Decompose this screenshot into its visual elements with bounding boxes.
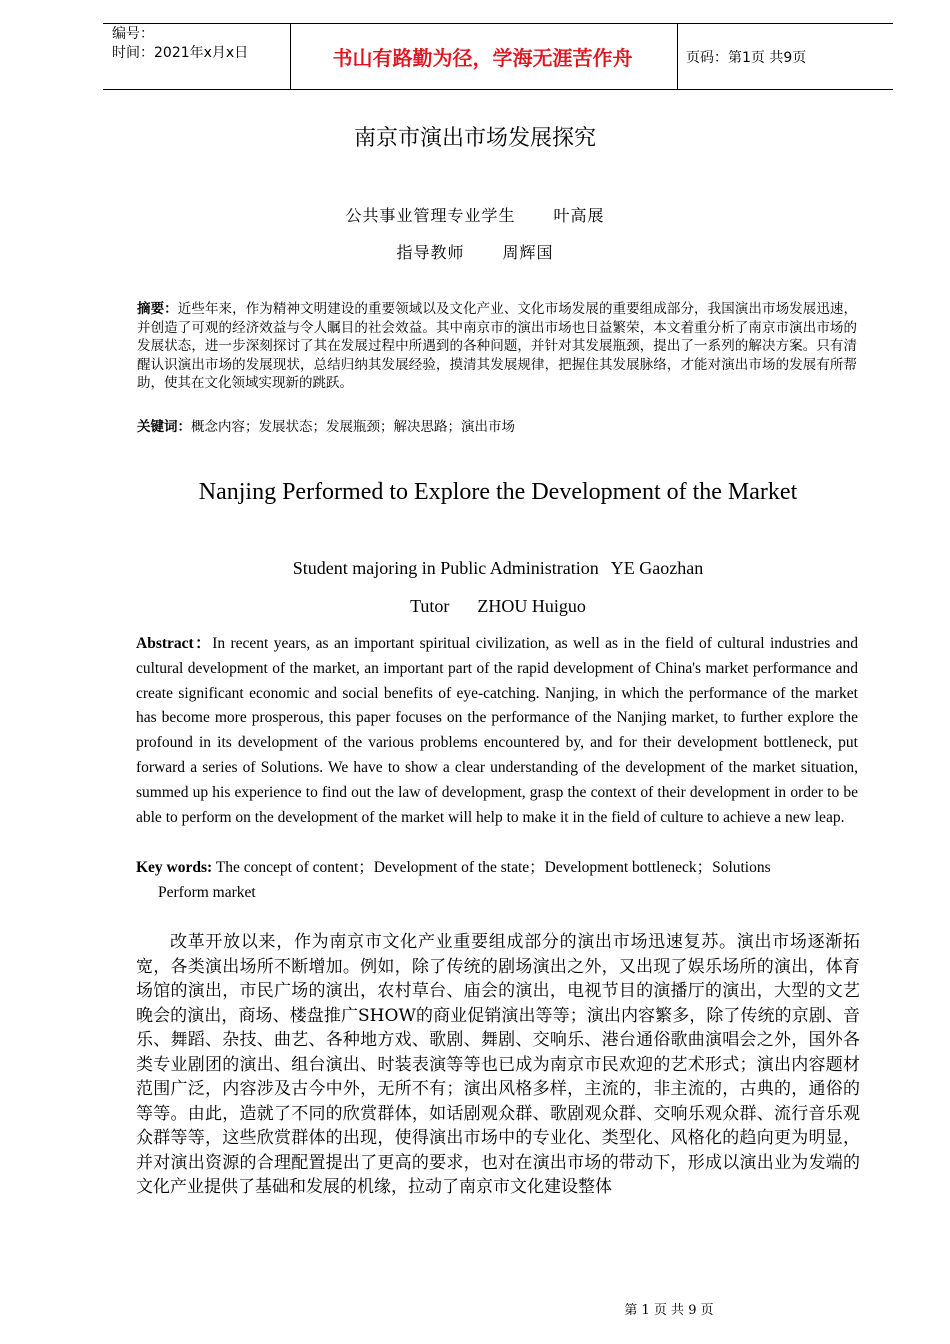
keywords-cn-text: 概念内容；发展状态；发展瓶颈；解决思路；演出市场: [191, 419, 515, 435]
tutor-role-cn: 指导教师: [396, 243, 465, 262]
keywords-cn-label: 关键词：: [137, 419, 191, 435]
tutor-name-en: ZHOU Huiguo: [477, 596, 586, 616]
title-english: Nanjing Performed to Explore the Development of the Market: [198, 479, 798, 505]
abstract-en-label: Abstract：: [136, 635, 213, 652]
keywords-en-text: The concept of content；Development of the state；Development bottleneck；Solutions: [215, 859, 771, 876]
header-top-rule: [103, 23, 893, 24]
header-page-info: 页码：第1页 共9页: [686, 50, 807, 66]
author-role-en: Student majoring in Public Administration: [292, 558, 599, 578]
header-bottom-rule: [103, 89, 893, 90]
body-paragraph: 改革开放以来，作为南京市文化产业重要组成部分的演出市场迅速复苏。演出市场逐渐拓宽，各类演出场所不断增加。例如，除了传统的剧场演出之外，又出现了娱乐场所的演出，体育场馆的演出，市民广场的演出，农村草台、庙会的演出，电视节目的演播厅的演出，大型的文艺晚会的演出，商场、楼盘推广SHOW的商业促销演出等等；演出内容繁多，除了传统的京剧、音乐、舞蹈、杂技、曲艺、各种地方戏、歌剧、舞剧、交响乐、港台通俗歌曲演唱会之外，国外各类专业剧团的演出、组台演出、时装表演等等也已成为南京市民欢迎的艺术形式；演出内容题材范围广泛，内容涉及古今中外，无所不有；演出风格多样，主流的，非主流的，古典的，通俗的等等。由此，造就了不同的欣赏群体，如话剧观众群、歌剧观众群、交响乐观众群、流行音乐观众群等等，这些欣赏群体的出现，使得演出市场中的专业化、类型化、风格化的趋向更为明显，并对演出资源的合理配置提出了更高的要求，也对在演出市场的带动下，形成以演出业为发端的文化产业提供了基础和发展的机缘，拉动了南京市文化建设整体: [136, 932, 860, 1197]
page-footer: 第 1 页 共 9 页: [624, 1303, 714, 1318]
keywords-en-continuation: Perform market: [158, 883, 256, 901]
serial-label: 编号：: [112, 26, 154, 42]
date-label: 时间：2021年x月x日: [112, 45, 249, 61]
title-chinese: 南京市演出市场发展探究: [353, 126, 596, 151]
abstract-en-text: In recent years, as an important spiritual civilization, as well as in the field of cultural industries and cultural development of the market, an important part of the rapid development of China's market performance and create significant economic and social benefits of eye-catching. Nanjing, in which the performance of the market has become more prosperous, this paper focuses on the performance of the Nanjing market, to further explore the profound in its development of the various problems encountered by, and for their development bottleneck, put forward a series of Solutions. We have to show a clear understanding of the development of the market situation, summed up his experience to find out the law of development, grasp the context of their development in order to be able to perform on the development of the market will help to make it in the field of culture to achieve a new leap.: [136, 635, 858, 826]
header-meta: [112, 25, 248, 63]
header-divider-right: [677, 23, 678, 89]
tutor-line-english: [0, 594, 950, 618]
header-motto: 书山有路勤为径，学海无涯苦作舟: [332, 46, 633, 70]
abstract-english: [136, 632, 858, 830]
abstract-cn-label: 摘要：: [137, 301, 178, 317]
tutor-line-chinese: [0, 242, 950, 264]
author-line-english: [0, 556, 950, 580]
abstract-chinese: [137, 300, 857, 393]
keywords-chinese: [137, 418, 857, 437]
author-name-en: YE Gaozhan: [610, 558, 704, 578]
author-role-cn: 公共事业管理专业学生: [345, 206, 516, 225]
author-line-chinese: [0, 205, 950, 227]
keywords-en-label: Key words:: [136, 859, 213, 876]
tutor-name-cn: 周辉国: [502, 243, 554, 262]
keywords-english: [136, 856, 858, 906]
tutor-role-en: Tutor: [410, 596, 450, 616]
abstract-cn-text: 近些年来，作为精神文明建设的重要领域以及文化产业、文化市场发展的重要组成部分，我国演出市场发展迅速，并创造了可观的经济效益与令人瞩目的社会效益。其中南京市的演出市场也日益繁荣，本文着重分析了南京市演出市场的发展状态，进一步深刻探讨了其在发展过程中所遇到的各种问题，并针对其发展瓶颈，提出了一系列的解决方案。只有清醒认识演出市场的发展现状，总结归纳其发展经验，摸清其发展规律，把握住其发展脉络，才能对演出市场的发展有所帮助，使其在文化领域实现新的跳跃。: [137, 301, 858, 391]
author-name-cn: 叶高展: [553, 206, 605, 225]
